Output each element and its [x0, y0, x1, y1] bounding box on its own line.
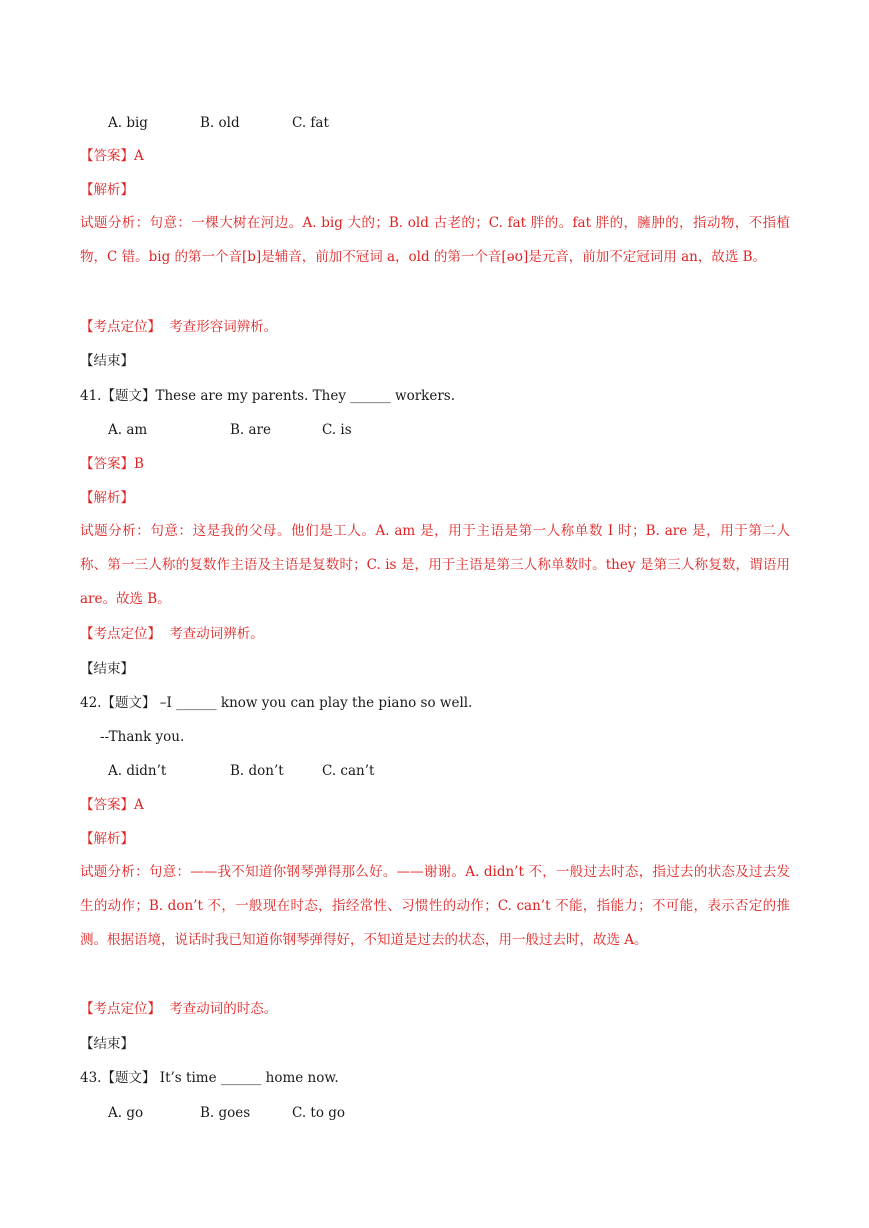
end-label: 【结束】: [80, 353, 134, 369]
option-c: C. fat: [292, 115, 329, 131]
point-label: 【考点定位】: [80, 319, 161, 335]
option-b: B. are: [230, 422, 271, 438]
option-b: B. don’t: [230, 763, 284, 779]
option-c: C. to go: [292, 1105, 346, 1121]
point-line: [80, 318, 277, 336]
point-text: 考查动词的时态。: [169, 1001, 278, 1017]
options-row: [108, 762, 374, 780]
answer-label: 【答案】: [80, 456, 134, 472]
option-c: C. is: [322, 422, 352, 438]
option-a: A. didn’t: [108, 763, 167, 779]
point-label: 【考点定位】: [80, 626, 161, 642]
analysis-text: 试题分析：句意：一棵大树在河边。A. big 大的；B. old 古老的；C. fat 胖的。fat 胖的，臃肿的，指动物，不指植物，C 错。big 的第一个音[b]是辅音，前加不冠词 a，old 的第一个音[əʊ]是元音，前加不定冠词用 an，故选 B。: [80, 215, 790, 265]
answer-line: [80, 796, 144, 814]
answer-line: [80, 147, 144, 165]
answer-line: [80, 455, 144, 473]
question-stem: 43.【题文】 It’s time ______ home now.: [80, 1070, 339, 1086]
options-row: [108, 1104, 345, 1122]
options-row: [108, 114, 329, 132]
option-a: A. am: [108, 422, 148, 438]
analysis-label: 【解析】: [80, 490, 134, 506]
question-stem: 41.【题文】These are my parents. They ______ workers.: [80, 388, 456, 404]
analysis-label: 【解析】: [80, 831, 134, 847]
answer-value: B: [134, 456, 144, 472]
option-a: A. big: [108, 115, 148, 131]
end-label: 【结束】: [80, 661, 134, 677]
analysis-text: 试题分析：句意：——我不知道你钢琴弹得那么好。——谢谢。A. didn’t 不，一般过去时态，指过去的状态及过去发生的动作；B. don’t 不，一般现在时态，指经常性、习惯性的动作；C. can’t 不能，指能力；不可能，表示否定的推测。根据语境，说话时我已知道你钢琴弹得好，不知道是过去的状态，用一般过去时，故选 A。: [80, 864, 790, 948]
answer-value: A: [134, 148, 144, 164]
answer-value: A: [134, 797, 144, 813]
options-row: [108, 421, 352, 439]
option-c: C. can’t: [322, 763, 375, 779]
end-label: 【结束】: [80, 1036, 134, 1052]
option-a: A. go: [108, 1105, 144, 1121]
question-stem-reply: --Thank you.: [100, 729, 185, 745]
point-text: 考查形容词辨析。: [169, 319, 278, 335]
point-line: [80, 625, 264, 643]
analysis-text: 试题分析：句意：这是我的父母。他们是工人。A. am 是，用于主语是第一人称单数 I 时；B. are 是，用于第二人称、第一三人称的复数作主语及主语是复数时；C. is 是，用于主语是第三人称单数时。they 是第三人称复数，谓语用 are。故选 B。: [80, 523, 790, 607]
answer-label: 【答案】: [80, 797, 134, 813]
answer-label: 【答案】: [80, 148, 134, 164]
point-text: 考查动词辨析。: [169, 626, 264, 642]
question-stem: 42.【题文】 –I ______ know you can play the piano so well.: [80, 695, 473, 711]
point-label: 【考点定位】: [80, 1001, 161, 1017]
option-b: B. goes: [200, 1105, 251, 1121]
point-line: [80, 1000, 277, 1018]
option-b: B. old: [200, 115, 240, 131]
analysis-label: 【解析】: [80, 182, 134, 198]
